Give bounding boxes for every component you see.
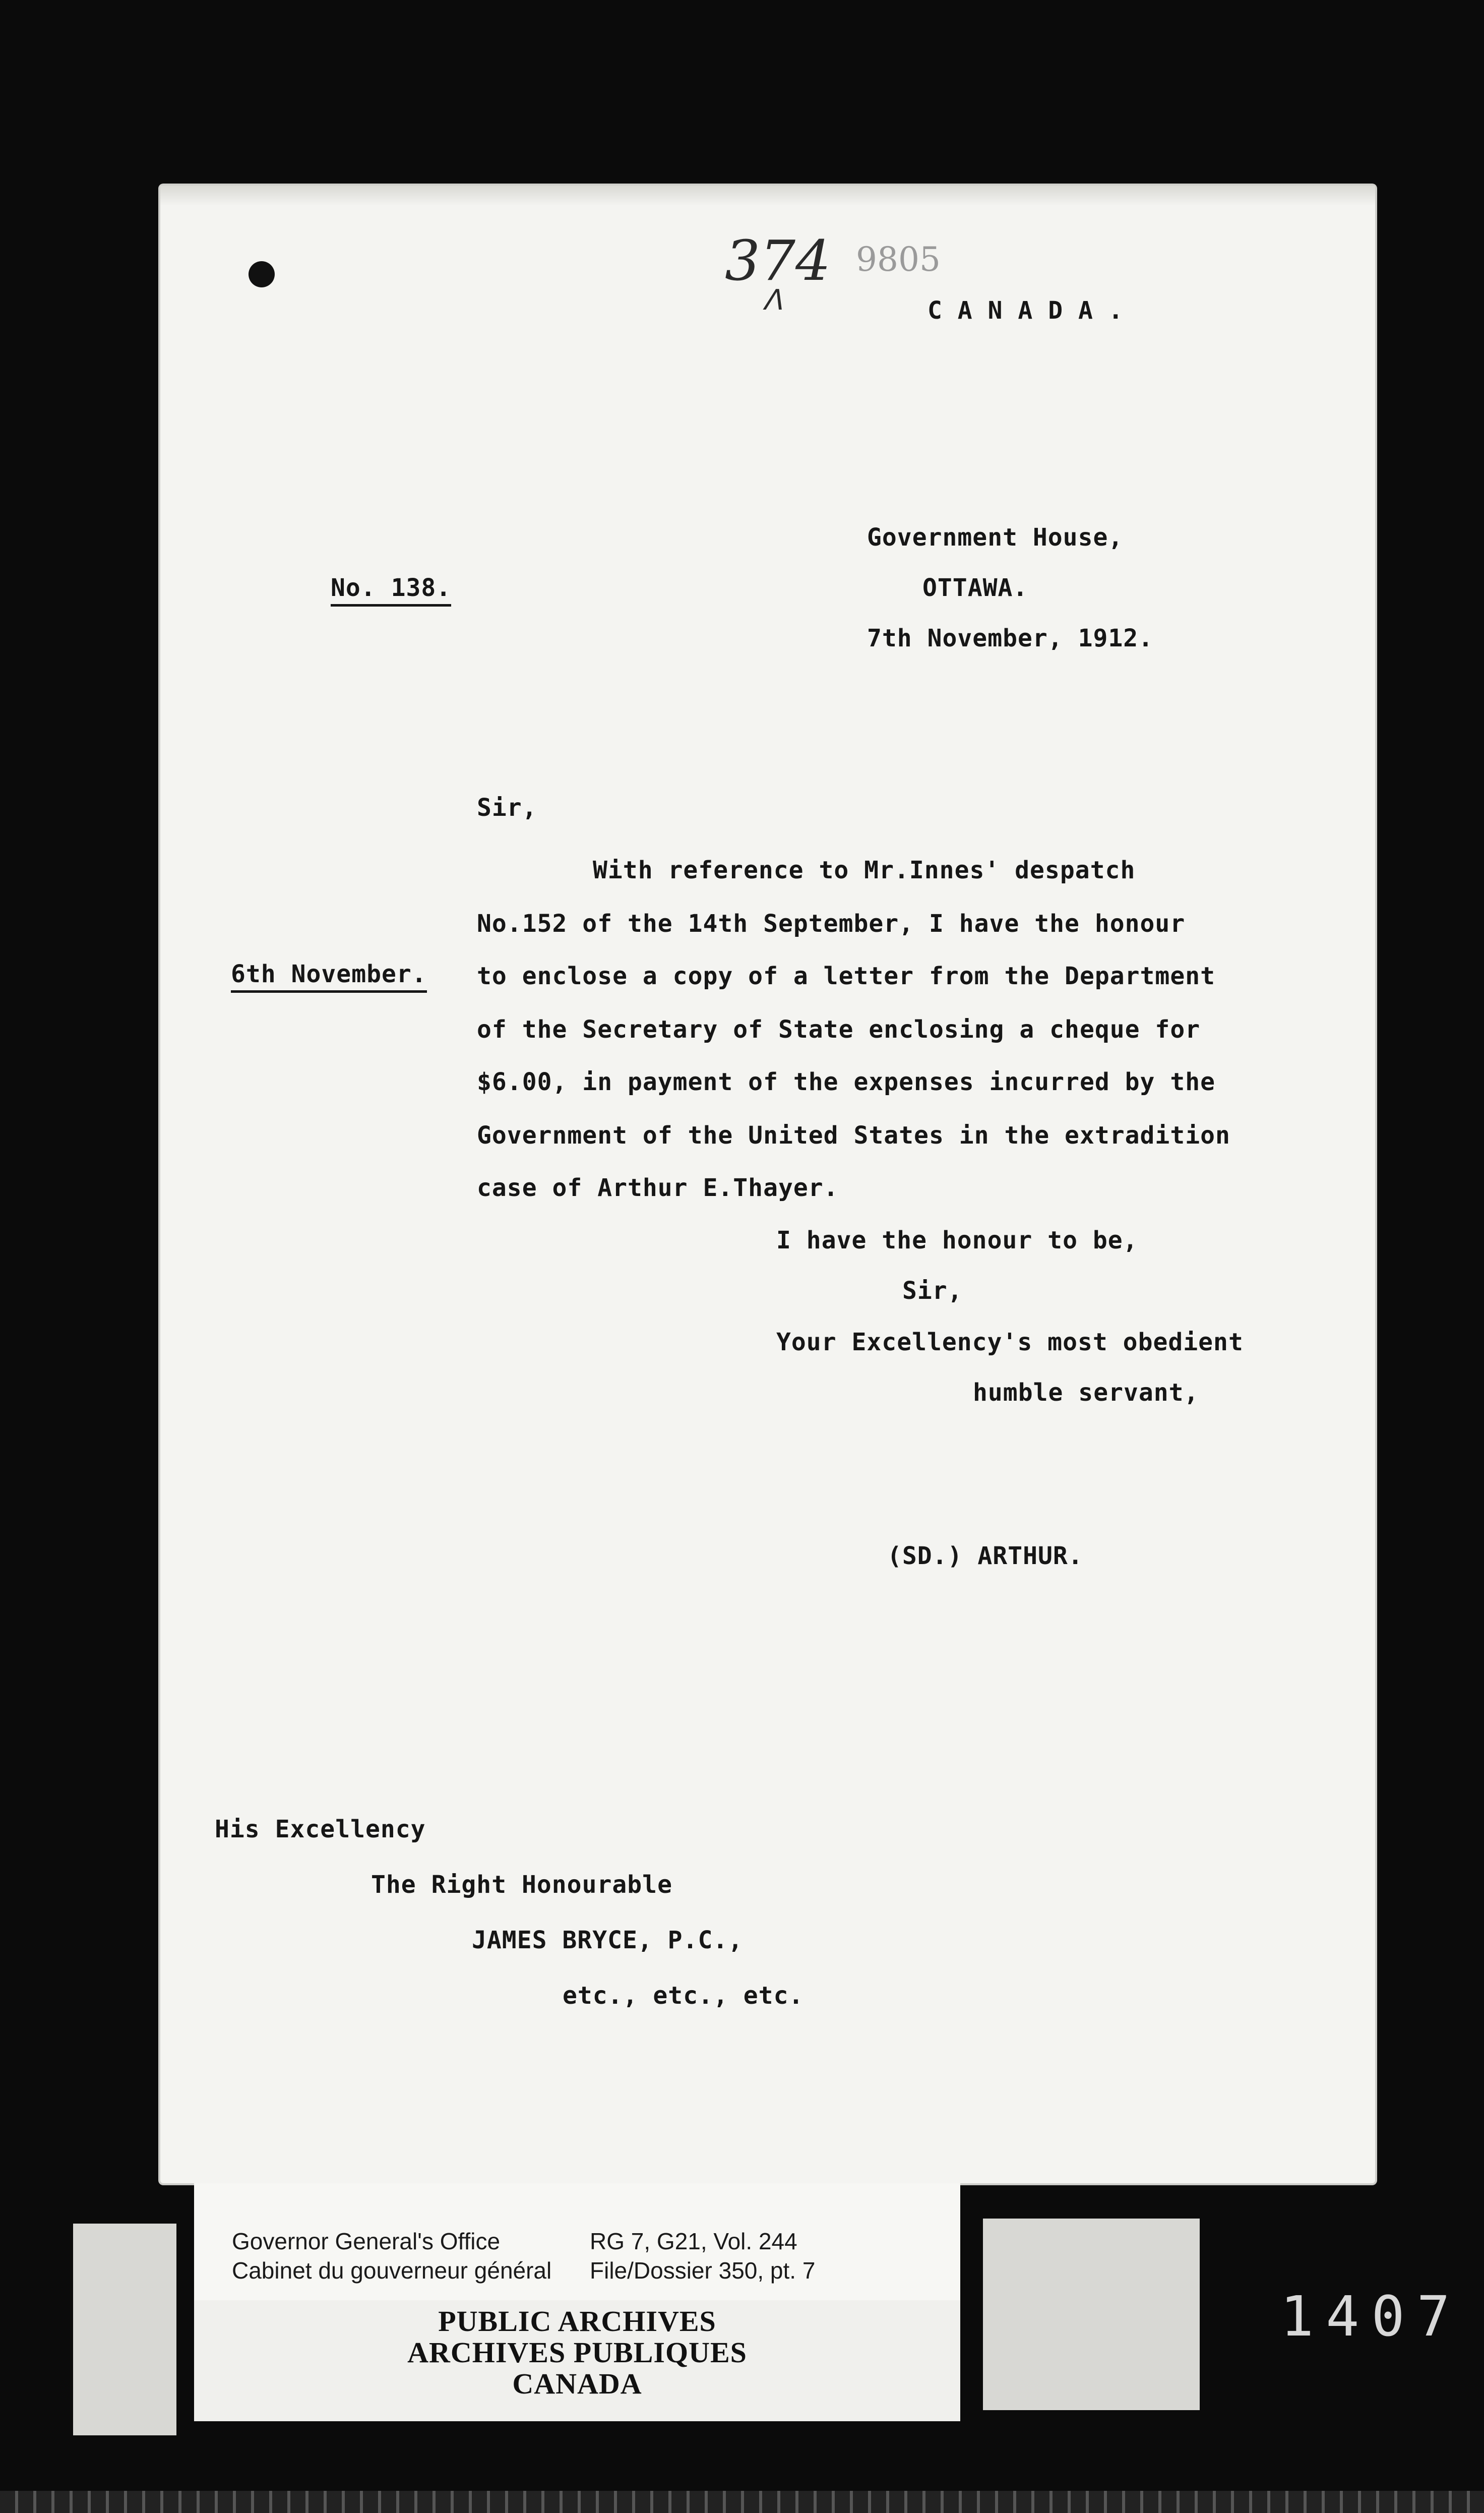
archives-stamp-line-1: PUBLIC ARCHIVES — [438, 2305, 716, 2338]
addressee-line: His Excellency — [215, 1815, 426, 1843]
body-line: to enclose a copy of a letter from the Department — [477, 962, 1216, 990]
film-edge — [0, 2491, 1484, 2513]
margin-note — [231, 960, 427, 988]
addressee-line: JAMES BRYCE, P.C., — [472, 1926, 744, 1954]
address-line-2: OTTAWA. — [922, 574, 1028, 602]
closing-line: Your Excellency's most obedient — [776, 1328, 1244, 1356]
closing-line: Sir, — [902, 1277, 963, 1305]
film-frame-counter: 1407 — [1280, 2284, 1462, 2349]
body-line: With reference to Mr.Innes' despatch — [593, 856, 1136, 884]
addressee-line: The Right Honourable — [371, 1871, 672, 1899]
film-clip-right — [983, 2219, 1200, 2410]
despatch-number-text: No. 138. — [331, 574, 451, 607]
despatch-number — [331, 574, 451, 602]
file-reference: File/Dossier 350, pt. 7 — [590, 2257, 816, 2284]
signature: (SD.) ARTHUR. — [887, 1542, 1083, 1570]
film-clip-left — [73, 2224, 176, 2435]
archives-stamp — [194, 2300, 960, 2421]
pencil-folio-number: 374 — [725, 228, 831, 293]
office-french: Cabinet du gouverneur général — [232, 2257, 552, 2284]
pencil-mark: ᐱ — [763, 284, 782, 317]
archives-stamp-line-3: CANADA — [512, 2367, 642, 2400]
salutation: Sir, — [477, 794, 537, 822]
body-line: Government of the United States in the extradition — [477, 1121, 1230, 1150]
punch-hole — [249, 261, 275, 287]
addressee-line: etc., etc., etc. — [563, 1982, 804, 2010]
body-line: case of Arthur E.Thayer. — [477, 1174, 839, 1202]
letter-date: 7th November, 1912. — [867, 624, 1154, 652]
country-heading: C A N A D A . — [928, 296, 1124, 325]
body-line: $6.00, in payment of the expenses incurred by the — [477, 1068, 1216, 1096]
office-english: Governor General's Office — [232, 2228, 501, 2254]
closing-line: I have the honour to be, — [776, 1226, 1138, 1254]
archives-stamp-line-2: ARCHIVES PUBLIQUES — [407, 2336, 747, 2369]
body-line: of the Secretary of State enclosing a cheque for — [477, 1015, 1201, 1044]
closing-line: humble servant, — [973, 1379, 1199, 1407]
faint-stamp-number: 9805 — [856, 240, 941, 279]
record-group-reference: RG 7, G21, Vol. 244 — [590, 2228, 797, 2254]
address-line-1: Government House, — [867, 523, 1124, 552]
letter-page — [160, 186, 1375, 2183]
body-line: No.152 of the 14th September, I have the honour — [477, 910, 1186, 938]
margin-note-text: 6th November. — [231, 960, 427, 993]
archive-reference-label — [194, 2183, 960, 2300]
